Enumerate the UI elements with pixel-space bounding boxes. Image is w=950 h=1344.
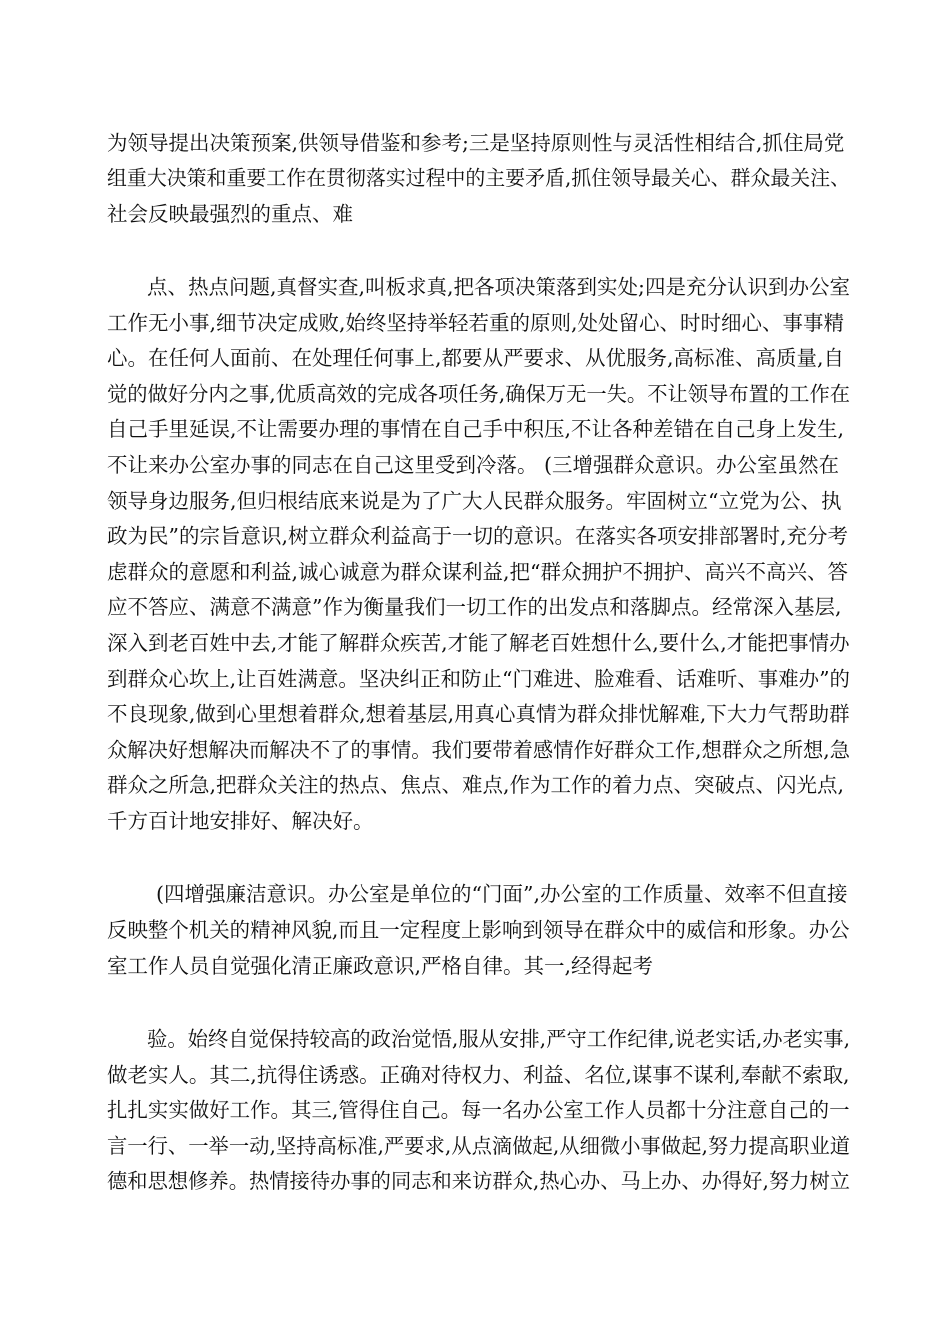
text-line: 群众之所急,把群众关注的热点、焦点、难点,作为工作的着力点、突破点、闪光点,: [107, 773, 845, 797]
text-line: 言一行、一举一动,坚持高标准,严要求,从点滴做起,从细微小事做起,努力提高职业道: [107, 1134, 851, 1158]
text-line: 领导身边服务,但归根结底来说是为了广大人民群众服务。牢固树立“立党为公、执: [107, 489, 842, 513]
text-line: 应不答应、满意不满意”作为衡量我们一切工作的出发点和落脚点。经常深入基层,: [107, 595, 842, 619]
text-line: 不让来办公室办事的同志在自己这里受到冷落。 (三增强群众意识。办公室虽然在: [107, 453, 840, 477]
text-line: 不良现象,做到心里想着群众,想着基层,用真心真情为群众排忧解难,下大力气帮助群: [107, 702, 850, 726]
text-line: (四增强廉洁意识。办公室是单位的“门面”,办公室的工作质量、效率不但直接: [156, 882, 848, 906]
text-line: 虑群众的意愿和利益,诚心诚意为群众谋利益,把“群众拥护不拥护、高兴不高兴、答: [107, 560, 849, 584]
text-line: 千方百计地安排好、解决好。: [107, 809, 374, 833]
text-line: 工作无小事,细节决定成败,始终坚持举轻若重的原则,处处留心、时时细心、事事精: [107, 311, 845, 335]
text-line: 深入到老百姓中去,才能了解群众疾苦,才能了解老百姓想什么,要什么,才能把事情办: [107, 631, 850, 655]
text-line: 政为民”的宗旨意识,树立群众利益高于一切的意识。在落实各项安排部署时,充分考: [107, 524, 849, 548]
text-line: 组重大决策和重要工作在贯彻落实过程中的主要矛盾,抓住领导最关心、群众最关注、: [107, 166, 851, 190]
text-line: 扎扎实实做好工作。其三,管得住自己。每一名办公室工作人员都十分注意自己的一: [107, 1098, 850, 1122]
text-line: 做老实人。其二,抗得住诱惑。正确对待权力、利益、名位,谋事不谋利,奉献不索取,: [107, 1063, 850, 1087]
text-line: 德和思想修养。热情接待办事的同志和来访群众,热心办、马上办、办得好,努力树立: [107, 1169, 851, 1193]
text-line: 反映整个机关的精神风貌,而且一定程度上影响到领导在群众中的威信和形象。办公: [107, 918, 850, 942]
text-line: 验。始终自觉保持较高的政治觉悟,服从安排,严守工作纪律,说老实话,办老实事,: [147, 1027, 851, 1051]
text-line: 众解决好想解决而解决不了的事情。我们要带着感情作好群众工作,想群众之所想,急: [107, 738, 851, 762]
text-line: 到群众心坎上,让百姓满意。坚决纠正和防止“门难进、脸难看、话难听、事难办”的: [107, 667, 850, 691]
text-line: 觉的做好分内之事,优质高效的完成各项任务,确保万无一失。不让领导布置的工作在: [107, 382, 851, 406]
text-line: 心。在任何人面前、在处理任何事上,都要从严要求、从优服务,高标准、高质量,自: [107, 346, 845, 370]
text-line: 自己手里延误,不让需要办理的事情在自己手中积压,不让各种差错在自己身上发生,: [107, 417, 845, 441]
text-line: 社会反映最强烈的重点、难: [107, 202, 353, 226]
text-line: 室工作人员自觉强化清正廉政意识,严格自律。其一,经得起考: [107, 954, 654, 978]
text-line: 为领导提出决策预案,供领导借鉴和参考;三是坚持原则性与灵活性相结合,抓住局党: [107, 131, 845, 155]
text-line: 点、热点问题,真督实查,叫板求真,把各项决策落到实处;四是充分认识到办公室: [147, 275, 850, 299]
